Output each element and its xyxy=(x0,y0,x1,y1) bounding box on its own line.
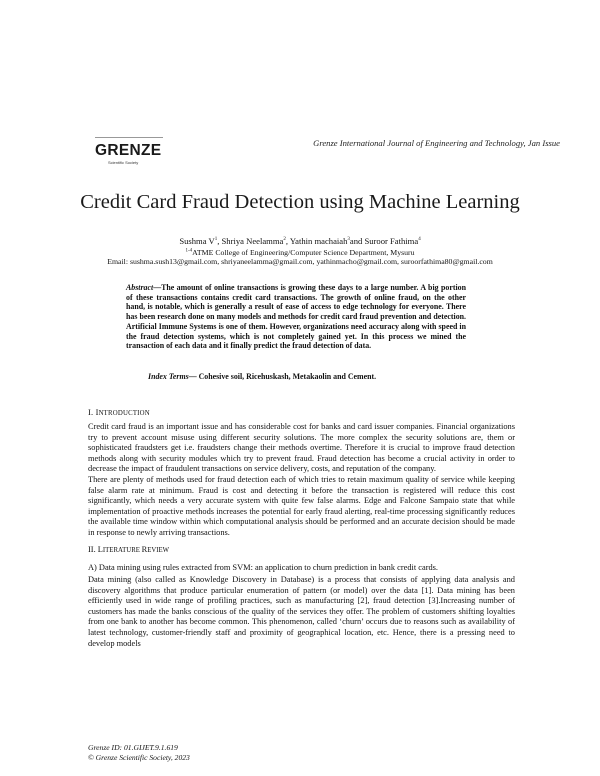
author-emails: Email: sushma.sush13@gmail.com, shriyaneelamma@gmail.com, yathinmacho@gmail.com, suroorfathima80@gmail.com xyxy=(107,257,493,266)
index-terms-label: Index Terms xyxy=(148,372,189,381)
journal-header: Grenze International Journal of Engineering and Technology, Jan Issue xyxy=(313,138,560,148)
logo-text: GRENZE xyxy=(95,142,162,159)
author-list: Sushma $V^1$, Shriya Neelamma$^2$, Yathin machaiah$^3$and Suroor Fathima$^4$ xyxy=(179,236,421,246)
logo-rule xyxy=(95,137,163,138)
index-terms xyxy=(148,372,468,381)
paper-title: Credit Card Fraud Detection using Machine Learning xyxy=(80,191,520,213)
abstract xyxy=(126,283,466,351)
affiliation: $^{1-4}$ATME College of Engineering/Computer Science Department, Mysuru xyxy=(185,248,415,257)
grenze-logo xyxy=(95,135,165,167)
section-heading-introduction: I. INTRODUCTION xyxy=(88,408,150,417)
grenze-id: Grenze ID: 01.GIJET.9.1.619 xyxy=(88,743,178,752)
abstract-label: Abstract xyxy=(126,283,154,292)
literature-paragraph-1: Data mining (also called as Knowledge Discovery in Database) is a process that consists of applying data analysis and discovery algorithms that produce particular enumeration of pattern (or model) over the data [1]. Data mining has been efficiently used in wide range of profiling practices, such as manufacturing [2], fraud detection [3].Increasing number of customers has made the banks conscious of the quality of the services they offer. The problem of customers shifting loyalties from one bank to another has become common. This phenomenon, called ‘churn’ occurs due to reasons such as availability of latest technology, customer-friendly staff and proximity of geographical location, etc. Hence, there is a pressing need to develop models xyxy=(88,575,515,648)
intro-paragraph-2: There are plenty of methods used for fraud detection each of which tries to retain maximum quality of service while keeping false alarm rate at minimum. Fraud is cost and detecting it before the transaction is registered will reduce this cost significantly, which needs a very accurate system with quite few false alarms. Edge and Falcone Sampaio state that while implementation of proactive methods increases the potential for early fraud alerting, real-time processing significantly reduces the available time window within which computational analysis should be performed and an accurate decision should be made in response to newly arriving transactions. xyxy=(88,475,515,537)
copyright: © Grenze Scientific Society, 2023 xyxy=(88,752,190,762)
section-heading-literature-review: II. LITERATURE REVIEW xyxy=(88,545,170,554)
page-footer xyxy=(88,743,190,762)
abstract-text: —The amount of online transactions is growing these days to a large number. A big portion of these transactions contains credit card transactions. The growth of online fraud, on the other hand, is notable, which is generally a result of ease of access to edge technology for everyone. There has been research done on many models and methods for credit card fraud prevention and detection. Artificial Immune Systems is one of them. However, organizations need accuracy along with speed in the fraud detection systems, which is not completely gained yet. In this process we mined the transaction of each data and it finally predict the fraud detection of data. xyxy=(126,283,466,351)
intro-paragraph-1: Credit card fraud is an important issue and has considerable cost for banks and card issuer companies. Financial organizations try to prevent account misuse using different security solutions. The more complex the security solutions are, them or sophisticated fraudsters get i.e. fraudsters change their methods overtime. Therefore it is crucial to improve fraud detection methods along with security modules which try to prevent fraud. Fraud detection has become a crucial activity in order to decrease the impact of fraudulent transactions on service delivery, costs, and reputation of the company. xyxy=(88,422,515,474)
index-terms-text: — Cohesive soil, Ricehuskash, Metakaolin and Cement. xyxy=(188,372,377,381)
logo-tagline: Scientific Society xyxy=(108,160,139,165)
subsection-heading-a: A) Data mining using rules extracted from SVM: an application to churn prediction in bank credit cards. xyxy=(88,563,439,572)
